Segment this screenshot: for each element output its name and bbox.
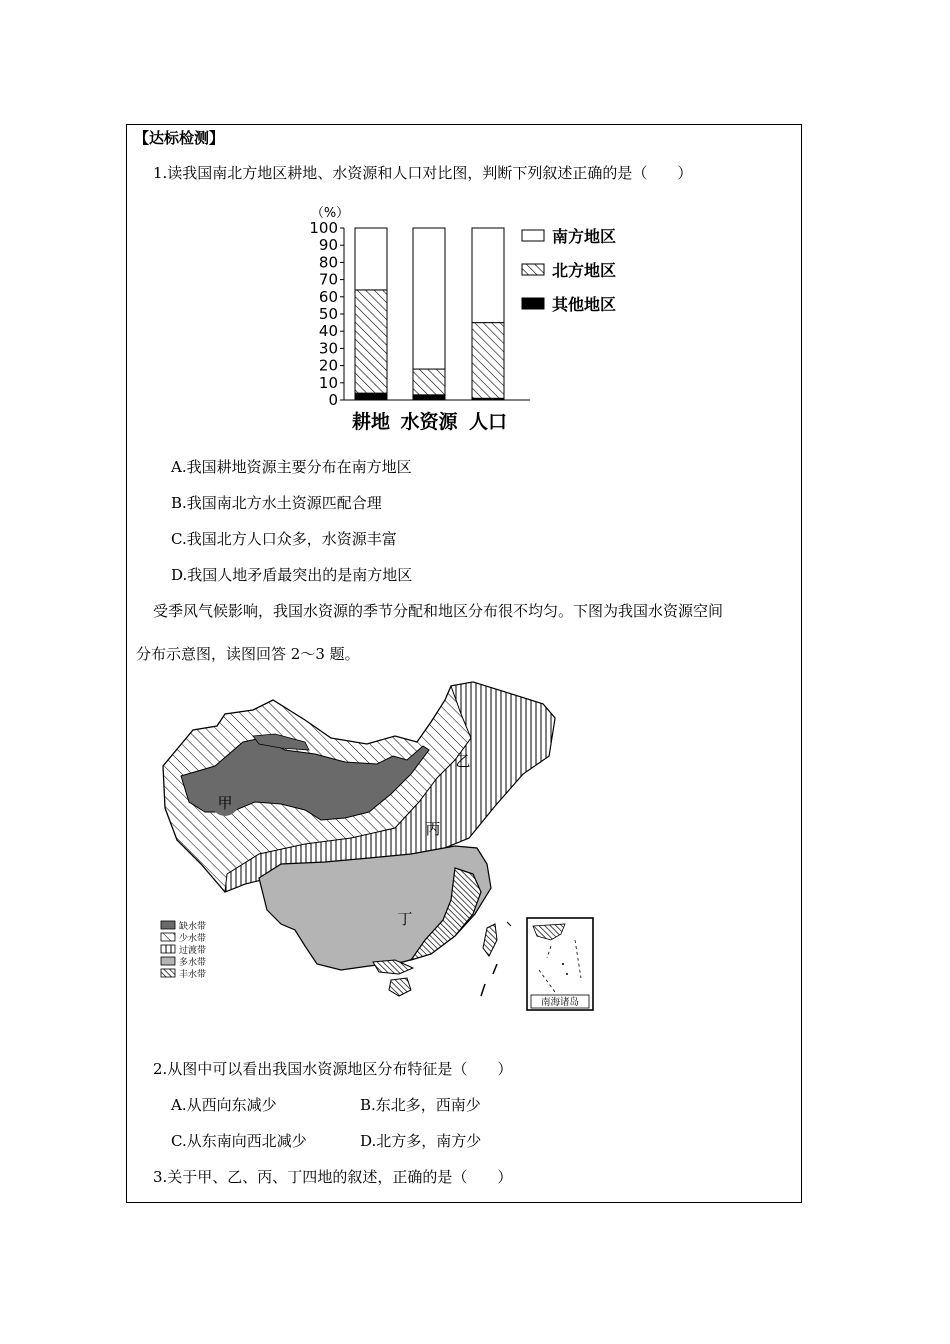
region-label-bing: 丙 [425, 820, 441, 838]
passage-line-1: 受季风气候影响，我国水资源的季节分配和地区分布很不均匀。下图为我国水资源空间 [153, 602, 724, 620]
x-tick-label: 水资源 [400, 411, 458, 433]
region-label-yi: 乙 [455, 752, 471, 770]
region-label-ding: 丁 [397, 910, 413, 928]
bar-segment [472, 323, 504, 399]
bar-chart [290, 198, 650, 438]
y-tick-label: 100 [309, 219, 338, 237]
bar-segment [413, 228, 445, 369]
inset-label: 南海诸岛 [540, 997, 580, 1008]
legend-label: 南方地区 [552, 227, 617, 246]
legend-shortage: 缺水带 [179, 922, 207, 932]
y-axis-label: （%） [310, 206, 350, 221]
legend-label: 其他地区 [552, 295, 617, 314]
q1-option-a: A.我国耕地资源主要分布在南方地区 [171, 458, 412, 476]
y-tick-label: 80 [318, 253, 338, 272]
q1-option-c: C.我国北方人口众多，水资源丰富 [171, 530, 397, 548]
y-tick-label: 90 [318, 236, 338, 255]
legend-abundant: 丰水带 [179, 970, 207, 980]
q1-option-d: D.我国人地矛盾最突出的是南方地区 [171, 566, 413, 584]
q3-stem: 3.关于甲、乙、丙、丁四地的叙述，正确的是（ ） [153, 1168, 513, 1186]
q2-option-c: C.从东南向西北减少 [171, 1132, 307, 1150]
bar-segment [355, 228, 387, 290]
q2-option-d: D.北方多，南方少 [360, 1132, 482, 1150]
bar-segment [355, 393, 387, 400]
x-tick-label: 人口 [468, 411, 508, 433]
y-tick-label: 70 [318, 270, 338, 289]
section-heading: 【达标检测】 [134, 129, 225, 147]
y-tick-label: 10 [318, 373, 338, 392]
region-label-jia: 甲 [217, 794, 233, 812]
bar-segment [413, 395, 445, 400]
y-tick-label: 50 [318, 305, 338, 323]
y-tick-label: 30 [318, 339, 338, 358]
q2-option-b: B.东北多，西南少 [360, 1096, 481, 1114]
bar-segment [355, 290, 387, 393]
legend-swatch [522, 298, 544, 309]
legend-transition: 过渡带 [179, 946, 207, 956]
legend-label: 北方地区 [552, 261, 617, 280]
legend-swatch [522, 264, 544, 275]
y-tick-label: 0 [328, 391, 338, 409]
q1-option-b: B.我国南北方水土资源匹配合理 [171, 494, 382, 512]
bar-segment [413, 369, 445, 395]
y-tick-label: 60 [318, 287, 338, 306]
legend-more: 多水带 [179, 958, 207, 968]
bar-segment [472, 228, 504, 323]
y-tick-label: 40 [318, 322, 338, 341]
legend-less: 少水带 [179, 934, 207, 944]
q2-stem: 2.从图中可以看出我国水资源地区分布特征是（ ） [153, 1060, 513, 1078]
q1-stem: 1.读我国南北方地区耕地、水资源和人口对比图，判断下列叙述正确的是（ ） [153, 164, 693, 182]
x-tick-label: 耕地 [351, 411, 391, 433]
map-legend [161, 920, 206, 980]
south-sea-inset [527, 918, 593, 1010]
y-tick-label: 20 [318, 356, 338, 375]
water-resource-map [155, 678, 600, 1016]
passage-line-2: 分布示意图，读图回答 2～3 题。 [136, 645, 360, 663]
q2-option-a: A.从西向东减少 [171, 1096, 277, 1114]
legend-swatch [522, 230, 544, 241]
